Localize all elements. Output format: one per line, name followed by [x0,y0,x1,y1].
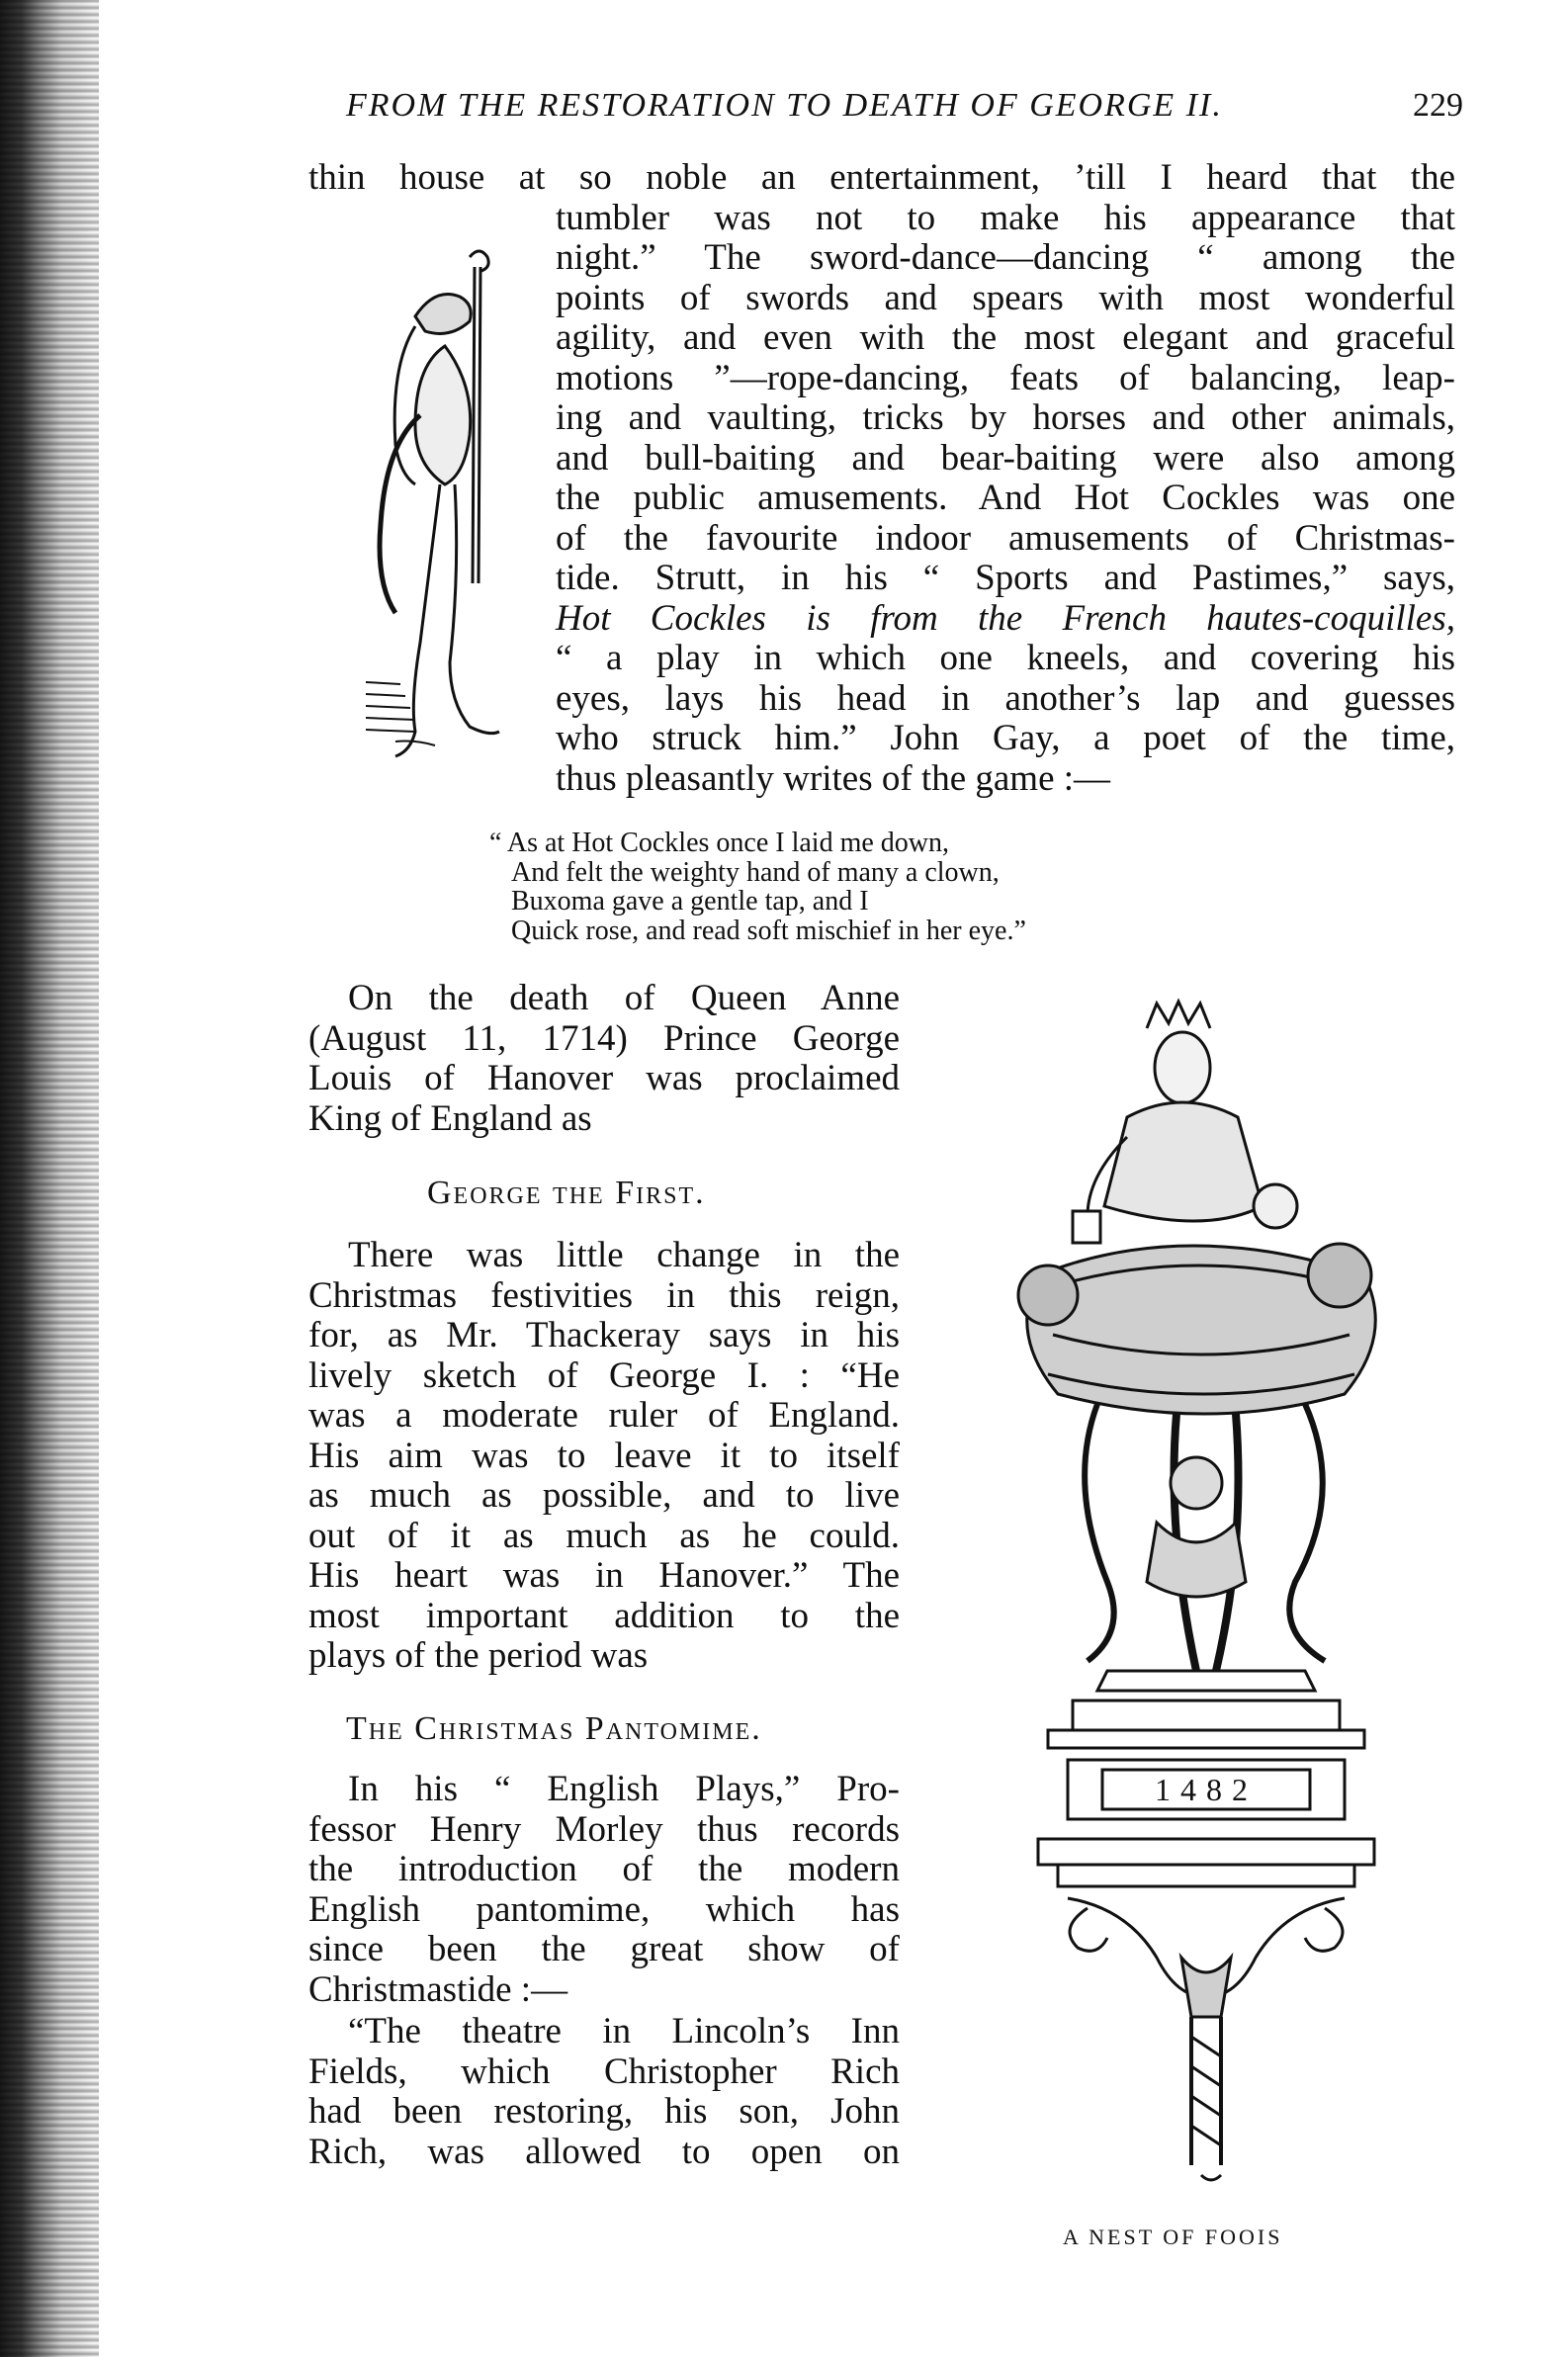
text-line: thus pleasantly writes of the game :— [556,757,1111,799]
text-line: since been the great show of [308,1929,900,1969]
date-plaque: 1482 [1155,1772,1258,1807]
text-line: lively sketch of George I. : “He [308,1354,900,1396]
paragraph-george [308,1236,900,1677]
text-line: the public amusements. And Hot Cockles was one [556,478,1455,518]
text-line: points of swords and spears with most wonderful [556,277,1455,318]
text-line: Louis of Hanover was proclaimed [308,1058,900,1098]
text-line: ing and vaulting, tricks by horses and other animals, [556,397,1455,438]
running-title: FROM THE RESTORATION TO DEATH OF GEORGE II. [346,87,1223,124]
text-line: had been restoring, his son, John [308,2091,900,2132]
text-line: (August 11, 1714) Prince George [308,1017,900,1059]
text-line: fessor Henry Morley thus records [308,1808,900,1850]
poem-line: Buxoma gave a gentle tap, and I [511,886,869,917]
text-line: who struck him.” John Gay, a poet of the time, [556,718,1455,758]
text-line: night.” The sword-dance—dancing “ among the [556,237,1455,278]
text-line: out of it as much as he could. [308,1515,900,1556]
text-line: the introduction of the modern [308,1849,900,1889]
text-line: eyes, lays his head in another’s lap and guesses [556,677,1455,719]
poem-line: “ As at Hot Cockles once I laid me down, [489,828,950,858]
text-line: Christmastide :— [308,1968,568,2010]
text-line: and bull-baiting and bear-baiting were also among [556,437,1455,479]
poem-line: And felt the weighty hand of many a clown, [511,856,1000,888]
page-number: 229 [1413,87,1463,124]
text-line: Rich, was allowed to open on [308,2131,900,2172]
paragraph-quote [308,2012,900,2172]
text-line: His aim was to leave it to itself [308,1435,900,1476]
section-heading-george: George the First. [427,1175,706,1211]
text-line: thin house at so noble an entertainment, ’till I heard that the [308,157,1455,198]
text-line: most important addition to the [308,1595,900,1636]
text-line: as much as possible, and to live [308,1475,900,1516]
figure-caption: A NEST OF FOOIS [1063,2225,1283,2249]
top-paragraph-indented [556,199,1455,800]
section-heading-pantomime: The Christmas Pantomime. [346,1710,762,1747]
text-line: Christmas festivities in this reign, [308,1274,900,1316]
text-line: Fields, which Christopher Rich [308,2051,900,2092]
poem-quotation [489,829,1026,945]
text-line: tumbler was not to make his appearance that [556,197,1455,238]
paragraph-queen-anne [308,979,900,1139]
text-line: King of England as [308,1097,592,1139]
text-line: agility, and even with the most elegant and graceful [556,317,1455,358]
text-line: Hot Cockles is from the French hautes-coquilles, [556,597,1455,639]
text-line: plays of the period was [308,1635,649,1676]
text-line: His heart was in Hanover.” The [308,1555,900,1596]
poem-line: Quick rose, and read soft mischief in her eye.” [511,915,1026,946]
text-line: of the favourite indoor amusements of Christmas- [556,517,1455,559]
text-line: In his “ English Plays,” Pro- [348,1769,900,1809]
text-line: There was little change in the [348,1235,900,1275]
running-header [346,87,1463,132]
top-paragraph [308,158,1455,199]
text-line: “The theatre in Lincoln’s Inn [348,2011,900,2051]
nest-of-fools-illustration [979,989,1434,2215]
fox-figure-illustration [356,227,534,821]
text-line: English pantomime, which has [308,1888,900,1930]
text-line: was a moderate ruler of England. [308,1395,900,1436]
text-line: tide. Strutt, in his “ Sports and Pastimes,” says, [556,558,1455,598]
text-line: motions ”—rope-dancing, feats of balancing, leap- [556,357,1455,398]
text-line: “ a play in which one kneels, and covering his [556,638,1455,678]
text-line: On the death of Queen Anne [348,978,900,1018]
paragraph-pantomime [308,1770,900,2010]
text-line: for, as Mr. Thackeray says in his [308,1315,900,1355]
book-spine-shadow [0,0,99,2357]
